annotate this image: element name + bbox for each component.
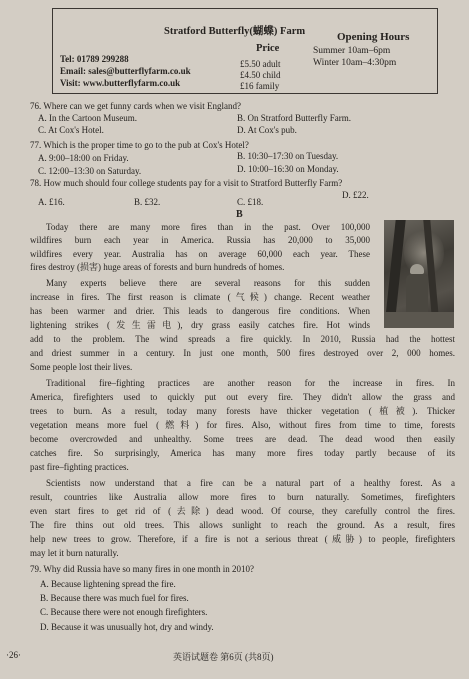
ad-telephone: Tel: 01789 299288 (60, 54, 129, 64)
passage-line: trees to burn. As a result, today many forests have thicker vegetation (植被). Thicker (30, 406, 455, 416)
question-78-option-c: C. £18. (237, 197, 264, 207)
hours-winter: Winter 10am–4:30pm (313, 58, 397, 68)
passage-line: result, countries like Australia allow more fires to burn naturally. Sometimes, firefighters (30, 492, 455, 502)
passage-line: catches fire. So surprisingly, America has many more fires today partly because of its (30, 448, 455, 458)
question-76-option-a: A. In the Cartoon Museum. (38, 113, 137, 123)
question-78-stem: 78. How much should four college students pay for a visit to Stratford Butterfly Farm? (30, 178, 343, 188)
passage-line: Some people lost their lives. (30, 362, 133, 372)
question-77-option-c: C. 12:00–13:30 on Saturday. (38, 166, 142, 176)
passage-line: Traditional fire–fighting practices are another reason for the increase in fires. In (46, 378, 455, 388)
question-79-option-b: B. Because there was much fuel for fires. (40, 593, 189, 603)
question-76-option-d: D. At Cox's pub. (237, 125, 297, 135)
passage-line: Scientists now understand that a fire can be a natural part of a healthy forest. As a (46, 478, 455, 488)
ad-email: Email: sales@butterflyfarm.co.uk (60, 66, 191, 76)
passage-line: past fire–fighting practices. (30, 462, 129, 472)
price-family: £16 family (240, 81, 280, 91)
passage-line: increase in fires. The first reason is climate (气候) change. Recent weather (30, 292, 370, 302)
question-78-option-d: D. £22. (342, 190, 369, 200)
passage-line: Today there are many more fires than in the past. Over 100,000 (46, 222, 370, 232)
passage-line: even start fires to get rid of (去除) dead wood. Of course, they carefully control the fires. (30, 506, 455, 516)
price-heading: Price (256, 43, 280, 54)
question-79-stem: 79. Why did Russia have so many fires in one month in 2010? (30, 564, 255, 574)
question-77-stem: 77. Which is the proper time to go to the pub at Cox's Hotel? (30, 140, 249, 150)
price-child: £4.50 child (240, 70, 281, 80)
question-78-option-b: B. £32. (134, 197, 161, 207)
passage-line: The fire thins out old trees. This allows sunlight to reach the ground. As a result, fires (30, 520, 455, 530)
passage-line: wildfires burn each year in America. Russia has 20,000 to 35,000 (30, 235, 370, 245)
passage-line: Many experts believe there are several reasons for this sudden (46, 278, 370, 288)
question-77-option-b: B. 10:30–17:30 on Tuesday. (237, 151, 339, 161)
hours-summer: Summer 10am–6pm (313, 46, 391, 56)
passage-line: become overcrowded and unhealthy. Some trees are dead. The dead wood then easily (30, 434, 455, 444)
question-76-option-c: C. At Cox's Hotel. (38, 125, 104, 135)
passage-line: and driest summer in a century. In just one month, 500 fires destroyed over 2, 000 homes. (30, 348, 455, 358)
passage-line: lightening strikes (发生雷电), dry grass easily catches fire. Hot winds (30, 320, 370, 330)
section-b-heading: B (236, 209, 243, 220)
question-77-option-a: A. 9:00–18:00 on Friday. (38, 153, 129, 163)
question-79-option-d: D. Because it was unusually hot, dry and windy. (40, 622, 214, 632)
passage-line: wildfires every year. Australia has on average 60,000 each year. These (30, 249, 370, 259)
butterfly-farm-ad (52, 8, 438, 94)
passage-line: help new trees to grow. Therefore, if a fire is not a serious threat (威胁) to people, firefighters (30, 534, 455, 544)
price-adult: £5.50 adult (240, 59, 281, 69)
question-76-stem: 76. Where can we get funny cards when we visit England? (30, 101, 242, 111)
question-78-option-a: A. £16. (38, 197, 65, 207)
passage-line: vegetation means more fuel (燃料) for fires. Also, without fires from time to time, forests (30, 420, 455, 430)
passage-line: America, firefighters used to quickly put out every fire. They didn't allow the grass and (30, 392, 455, 402)
question-79-option-c: C. Because there were not enough firefighters. (40, 607, 208, 617)
opening-hours-heading: Opening Hours (337, 31, 410, 43)
question-77-option-d: D. 10:00–16:30 on Monday. (237, 164, 339, 174)
ad-title: Stratford Butterfly(蝴蝶) Farm (164, 26, 306, 37)
page-caption: 英语试题卷 第6页 (共8页) (173, 652, 274, 662)
page-number-mark: ·26· (6, 650, 21, 660)
passage-line: add to the problem. The wind spreads a fire quickly. In 2010, Russia had the hottest (30, 334, 455, 344)
firefighter-photo (384, 220, 454, 328)
passage-line: may let it burn naturally. (30, 548, 119, 558)
question-76-option-b: B. On Stratford Butterfly Farm. (237, 113, 351, 123)
passage-line: fires destroy (损害) huge areas of forests and burn hundreds of homes. (30, 262, 285, 272)
ad-website: Visit: www.butterflyfarm.co.uk (60, 78, 181, 88)
passage-line: has been warmer and drier. This leads to dangerous fire conditions. When (30, 306, 370, 316)
question-79-option-a: A. Because lightening spread the fire. (40, 579, 176, 589)
